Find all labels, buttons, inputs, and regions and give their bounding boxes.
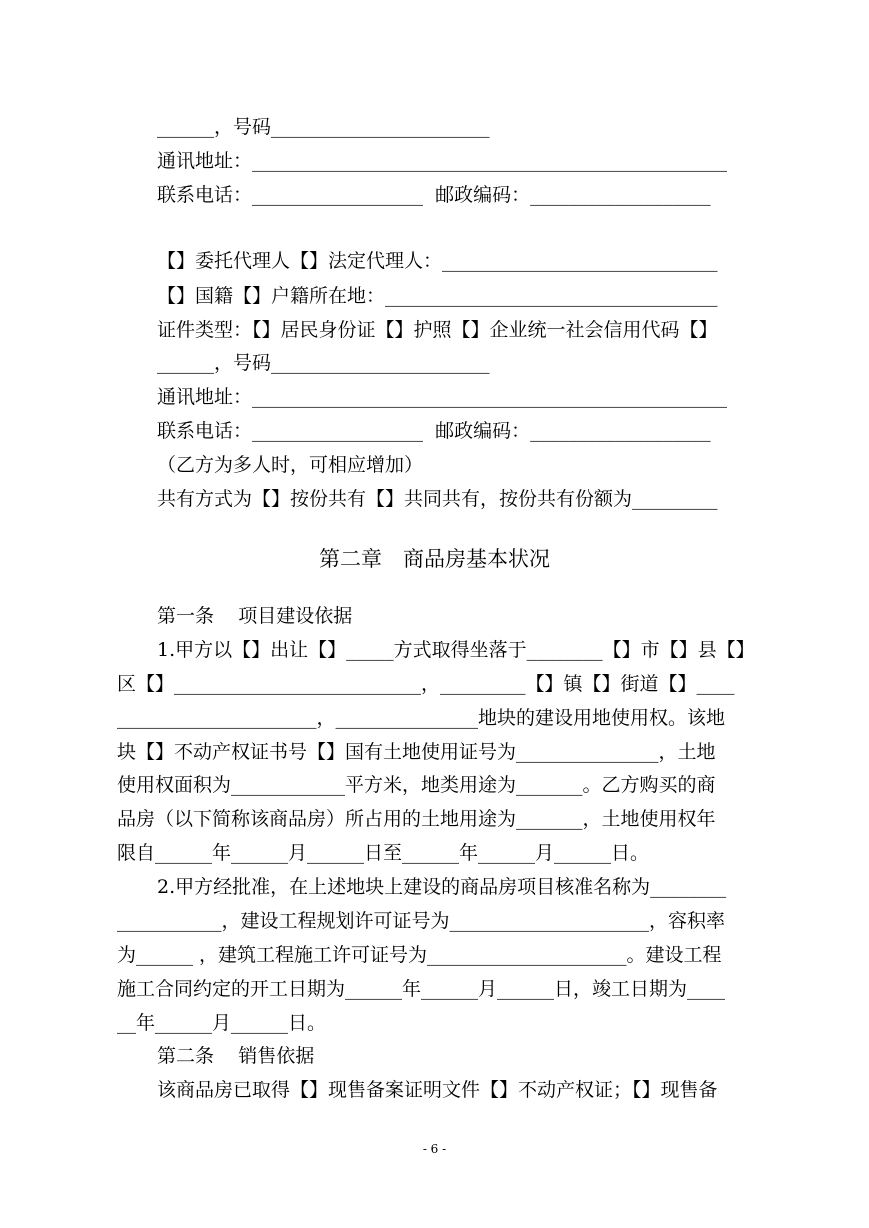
text-line: 1.甲方以【】出让【】_____方式取得坐落于________【】市【】县【】 — [157, 639, 755, 661]
text-line: _____________________，_______________地块的建设用地使用权。该地 — [117, 707, 726, 729]
text-line: 限自______年______月______日至______年______月______日。 — [117, 842, 650, 864]
text-line: 为______ ，建筑工程施工许可证号为_____________________。建设工程 — [117, 944, 722, 966]
chapter-title: 第二章 商品房基本状况 — [319, 547, 550, 571]
text-line: ______，号码_______________________ — [157, 116, 490, 138]
text-line: __年______月______日。 — [117, 1012, 327, 1034]
text-line: ______，号码_______________________ — [157, 352, 490, 374]
page-number: - 6 - — [422, 1142, 447, 1156]
text-line: 施工合同约定的开工日期为______年______月______日，竣工日期为____ — [117, 978, 726, 1000]
text-line: 通讯地址：__________________________________________________ — [157, 150, 728, 172]
text-line: 通讯地址：__________________________________________________ — [157, 386, 728, 408]
text-line: 【】国籍【】户籍所在地：___________________________________ — [157, 285, 718, 307]
article-heading — [157, 1043, 314, 1069]
text-line: 2.甲方经批准，在上述地块上建设的商品房项目核准名称为________ — [157, 876, 727, 898]
text-line: （乙方为多人时，可相应增加） — [157, 454, 424, 476]
text-line: 联系电话：__________________ 邮政编码：___________________ — [157, 420, 711, 442]
text-line: 块【】不动产权证书号【】国有土地使用证号为_______________，土地 — [117, 741, 716, 763]
text-line: ___________，建设工程规划许可证号为_____________________，容积率 — [117, 910, 726, 932]
text-line: 品房（以下简称该商品房）所占用的土地用途为_______，土地使用权年 — [117, 808, 716, 830]
article-number: 第二条 — [157, 1045, 215, 1067]
text-line: 联系电话：__________________ 邮政编码：___________________ — [157, 184, 711, 206]
article-heading — [157, 603, 352, 629]
text-line: 使用权面积为____________平方米，地类用途为_______。乙方购买的商 — [117, 774, 716, 796]
text-line: 共有方式为【】按份共有【】共同共有，按份共有份额为_________ — [157, 488, 718, 510]
text-line: 该商品房已取得【】现售备案证明文件【】不动产权证；【】现售备 — [157, 1079, 718, 1101]
text-line: 【】委托代理人【】法定代理人：_____________________________ — [157, 250, 718, 272]
article-title: 项目建设依据 — [238, 605, 353, 627]
text-line: 区【】__________________________，_________【】镇【】街道【】____ — [117, 673, 735, 695]
text-line: 证件类型：【】居民身份证【】护照【】企业统一社会信用代码【】 — [157, 319, 718, 341]
article-title: 销售依据 — [238, 1045, 315, 1067]
article-number: 第一条 — [157, 605, 215, 627]
